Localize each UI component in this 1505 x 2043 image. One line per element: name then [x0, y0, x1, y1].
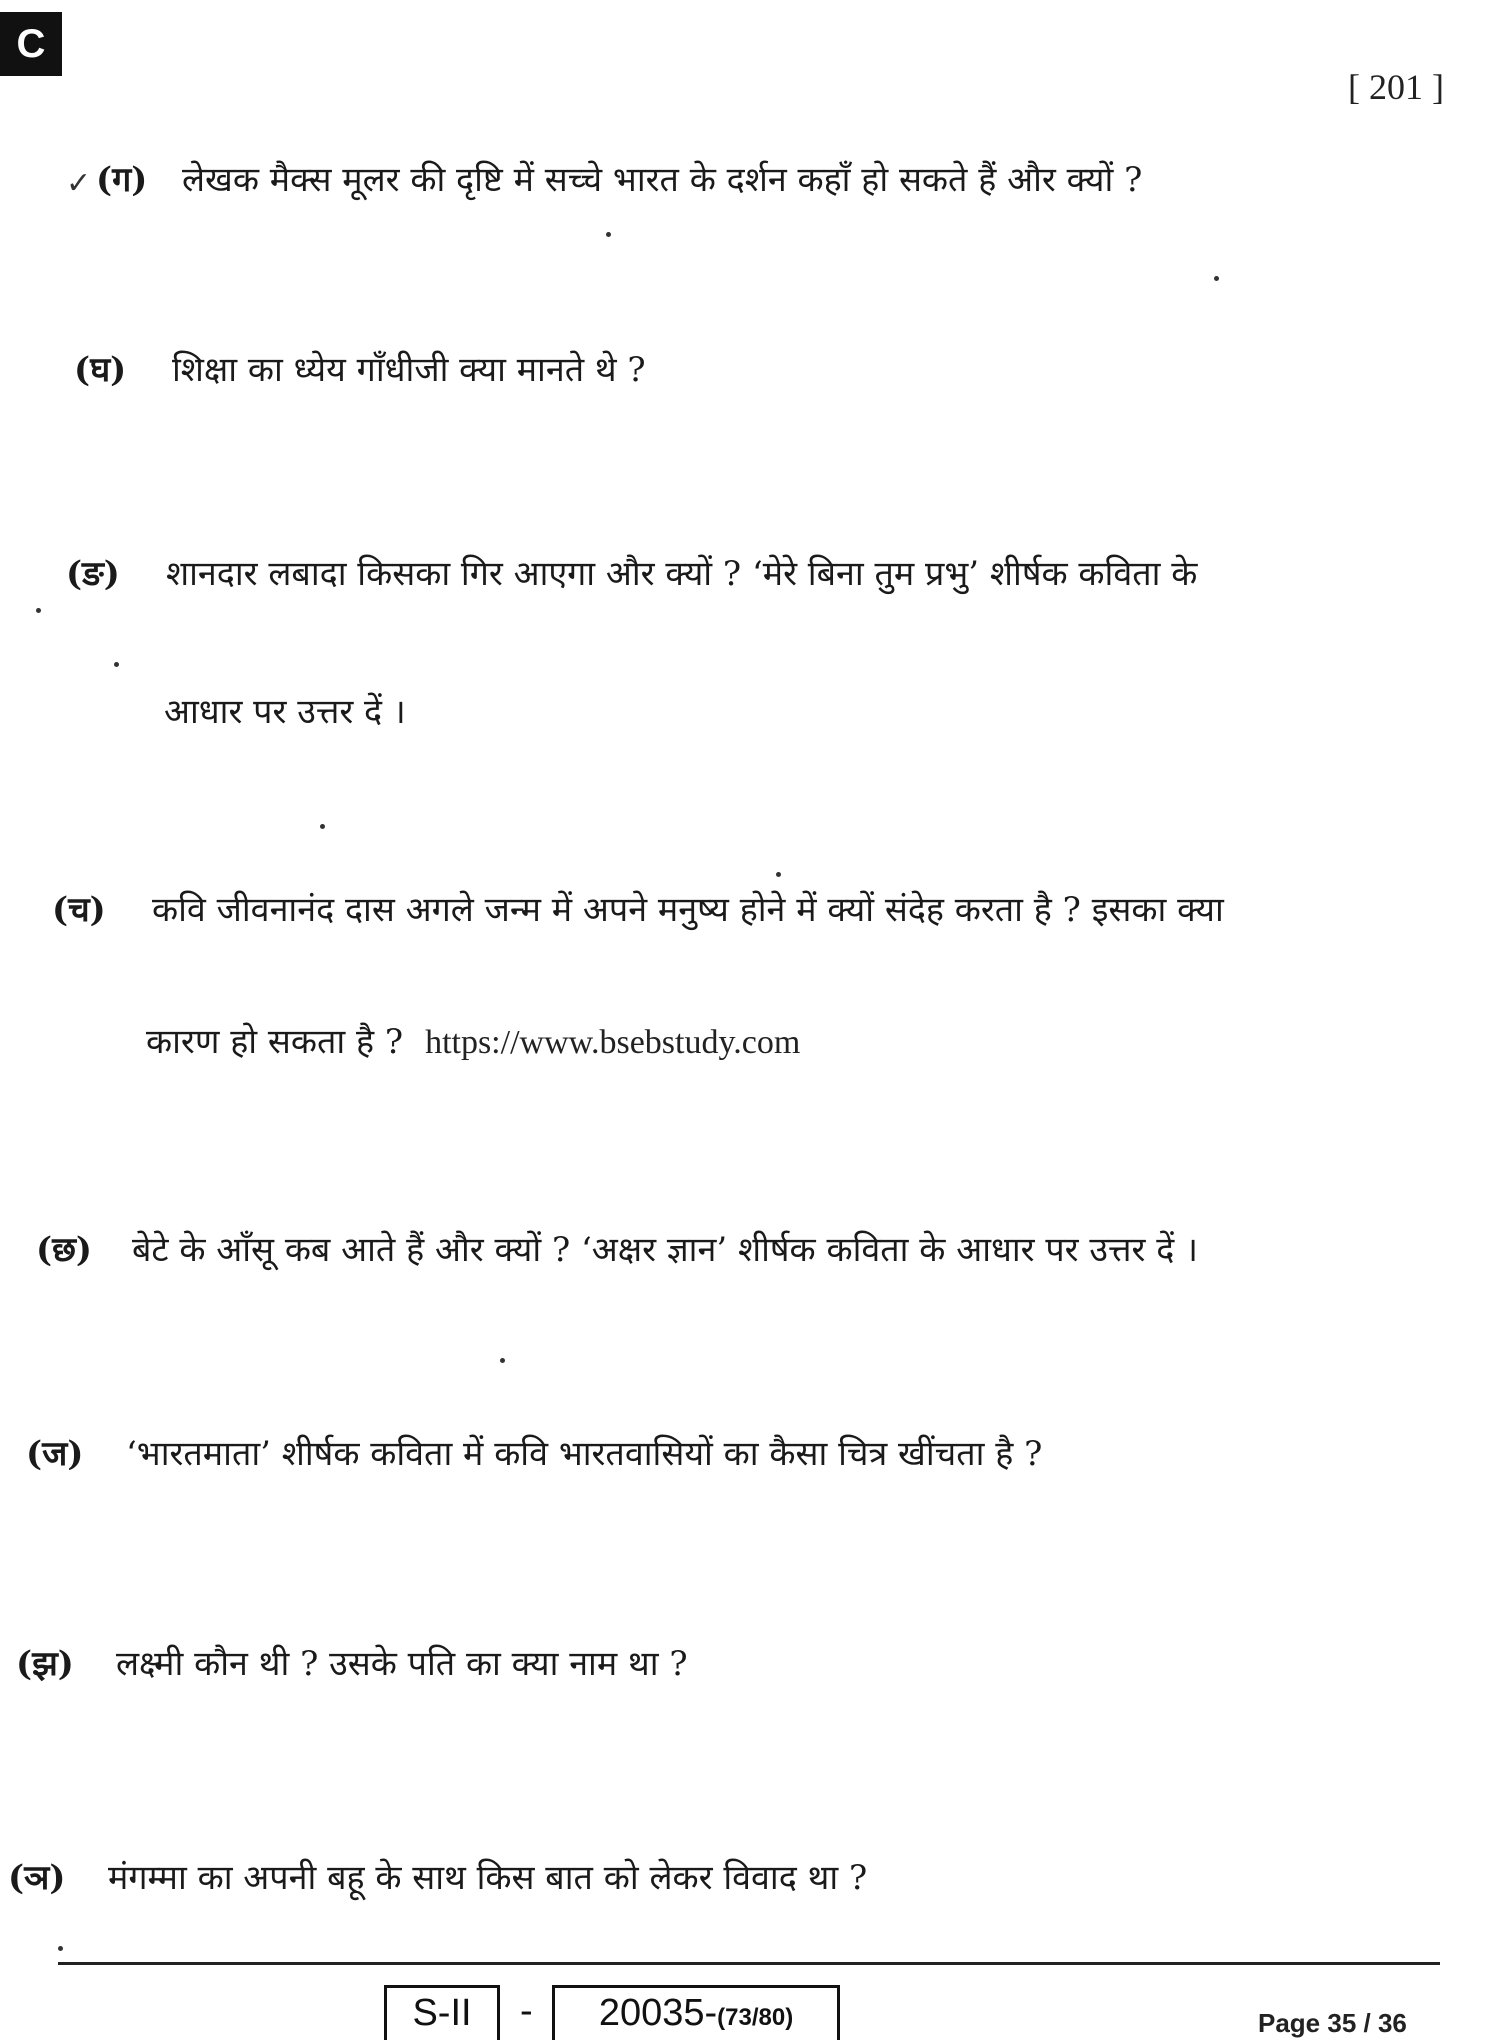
- footer-rule: [58, 1962, 1440, 1965]
- question-number: (ञ): [8, 1858, 66, 1898]
- scan-speck: [58, 1946, 63, 1951]
- scan-speck: [606, 232, 611, 237]
- question-number: (छ): [36, 1230, 93, 1270]
- footer-series-box: S-II: [384, 1985, 500, 2040]
- footer-dash: -: [520, 1990, 533, 2032]
- question-text-continued: आधार पर उत्तर दें ।: [164, 692, 406, 732]
- question-number: (च): [52, 890, 106, 930]
- question-text-part: कारण हो सकता है ?: [146, 1022, 404, 1062]
- question-text: शानदार लबादा किसका गिर आएगा और क्यों ? ‘मेरे बिना तुम प्रभु’ शीर्षक कविता के: [166, 554, 1198, 594]
- page-code: [ 201 ]: [1348, 67, 1444, 107]
- scan-speck: [36, 608, 41, 613]
- scan-speck: [500, 1358, 505, 1363]
- question-number: (घ): [74, 350, 127, 390]
- question-text: मंगम्मा का अपनी बहू के साथ किस बात को लेकर विवाद था ?: [108, 1858, 868, 1898]
- question-number: (झ): [16, 1644, 74, 1684]
- question-text: ‘भारतमाता’ शीर्षक कविता में कवि भारतवासियों का कैसा चित्र खींचता है ?: [126, 1434, 1043, 1474]
- question-text: लक्ष्मी कौन थी ? उसके पति का क्या नाम था ?: [116, 1644, 688, 1684]
- scan-speck: [776, 872, 781, 877]
- question-number: (ङ): [66, 554, 120, 594]
- question-number: (ग): [96, 160, 148, 200]
- question-text: बेटे के आँसू कब आते हैं और क्यों ? ‘अक्षर ज्ञान’ शीर्षक कविता के आधार पर उत्तर दें ।: [132, 1230, 1198, 1270]
- page-number: Page 35 / 36: [1258, 2008, 1407, 2038]
- footer-code: 20035-: [598, 1992, 718, 2034]
- scan-speck: [114, 662, 119, 667]
- question-text-continued: [146, 1020, 800, 1065]
- question-number: (ज): [26, 1434, 84, 1474]
- question-text: शिक्षा का ध्येय गाँधीजी क्या मानते थे ?: [172, 350, 646, 390]
- scan-speck: [1214, 276, 1219, 281]
- footer-code-suffix: (73/80): [717, 2004, 794, 2031]
- question-text: कवि जीवनानंद दास अगले जन्म में अपने मनुष्य होने में क्यों संदेह करता है ? इसका क्या: [152, 890, 1224, 930]
- source-url: https://www.bsebstudy.com: [425, 1024, 801, 1061]
- scan-speck: [320, 824, 325, 829]
- question-text: लेखक मैक्स मूलर की दृष्टि में सच्चे भारत के दर्शन कहाँ हो सकते हैं और क्यों ?: [182, 160, 1143, 200]
- set-label-badge: C: [0, 12, 62, 76]
- footer-code-box: [552, 1985, 840, 2040]
- check-mark-icon: ✓: [66, 166, 92, 201]
